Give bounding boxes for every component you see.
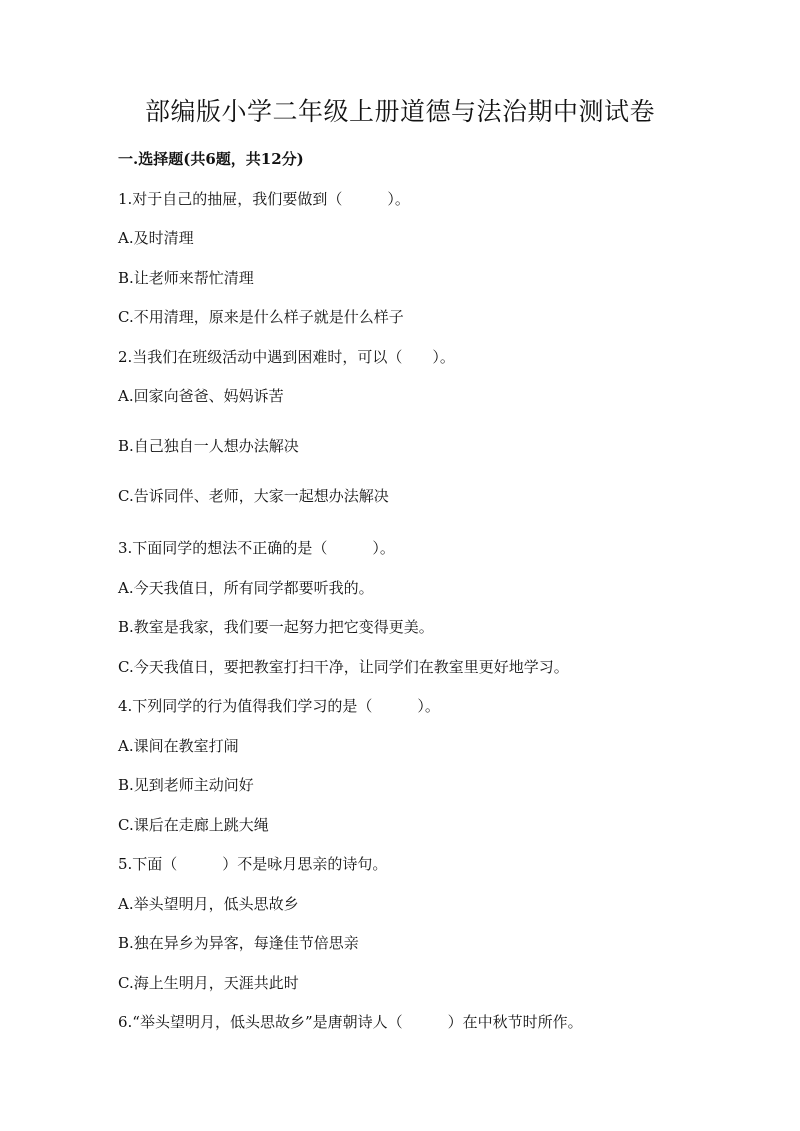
question-6-stem: 6.“举头望明月，低头思故乡”是唐朝诗人（ ）在中秋节时所作。	[118, 1013, 583, 1031]
question-1-option-a: A.及时清理	[118, 229, 194, 247]
question-5-option-a: A.举头望明月，低头思故乡	[118, 895, 299, 913]
question-3-option-b: B.教室是我家，我们要一起努力把它变得更美。	[118, 618, 434, 636]
question-1-stem: 1.对于自己的抽屉，我们要做到（ ）。	[118, 190, 410, 208]
question-2-option-c: C.告诉同伴、老师，大家一起想办法解决	[118, 487, 389, 505]
section-heading: 一.选择题(共6题，共12分)	[118, 150, 304, 168]
question-5-option-b: B.独在异乡为异客，每逢佳节倍思亲	[118, 934, 359, 952]
question-4-stem: 4.下列同学的行为值得我们学习的是（ ）。	[118, 697, 440, 715]
question-2-stem: 2.当我们在班级活动中遇到困难时，可以（ ）。	[118, 348, 455, 366]
question-4-option-c: C.课后在走廊上跳大绳	[118, 816, 269, 834]
question-1-option-b: B.让老师来帮忙清理	[118, 269, 254, 287]
question-4-option-b: B.见到老师主动问好	[118, 776, 254, 794]
page-title: 部编版小学二年级上册道德与法治期中测试卷	[144, 97, 655, 126]
question-3-stem: 3.下面同学的想法不正确的是（ ）。	[118, 539, 395, 557]
question-3-option-c: C.今天我值日，要把教室打扫干净，让同学们在教室里更好地学习。	[118, 658, 569, 676]
question-3-option-a: A.今天我值日，所有同学都要听我的。	[118, 579, 374, 597]
question-4-option-a: A.课间在教室打闹	[118, 737, 239, 755]
question-5-option-c: C.海上生明月，天涯共此时	[118, 974, 299, 992]
question-2-option-b: B.自己独自一人想办法解决	[118, 437, 299, 455]
question-5-stem: 5.下面（ ）不是咏月思亲的诗句。	[118, 855, 388, 873]
question-1-option-c: C.不用清理，原来是什么样子就是什么样子	[118, 308, 404, 326]
question-2-option-a: A.回家向爸爸、妈妈诉苦	[118, 387, 284, 405]
